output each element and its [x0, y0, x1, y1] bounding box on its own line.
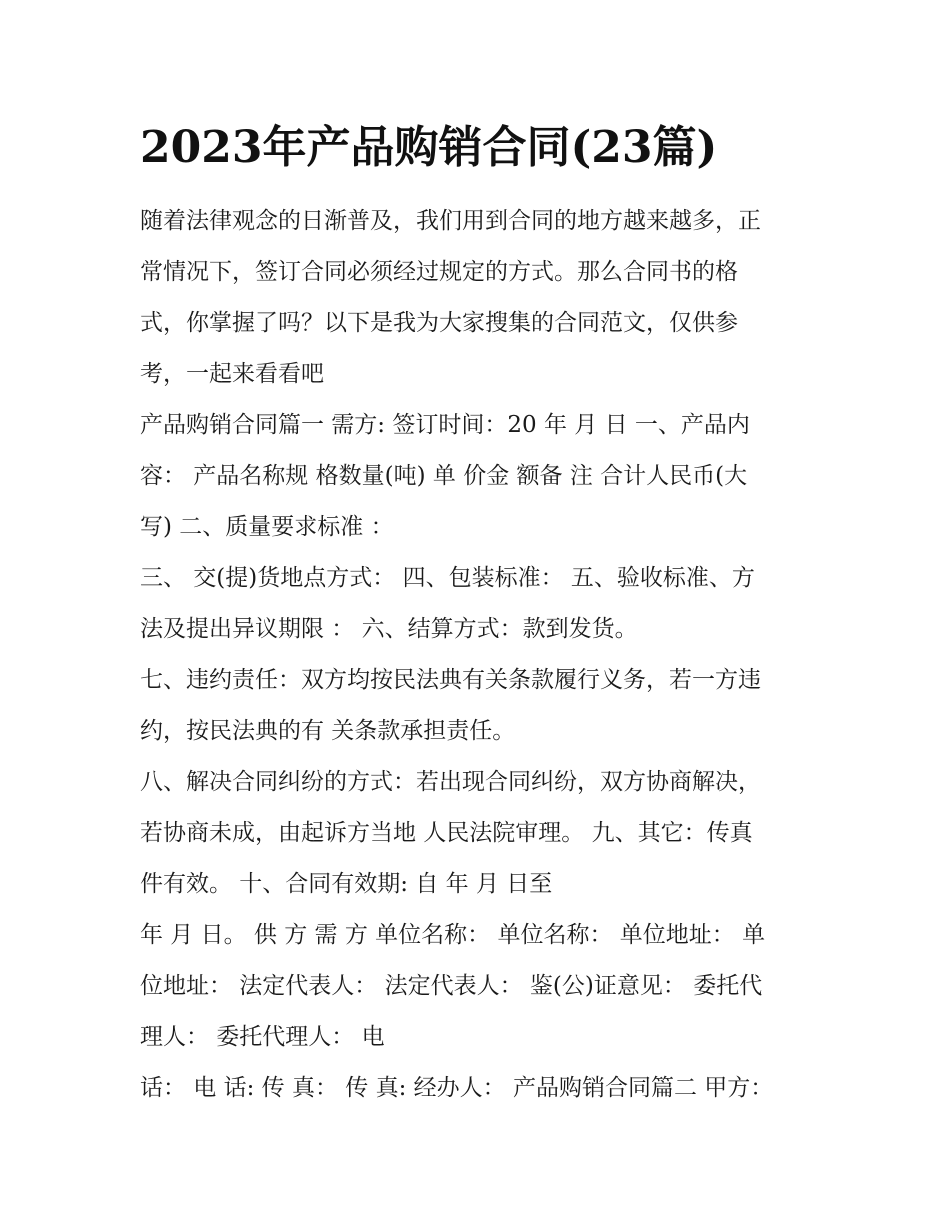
body-line: 话： 电 话: 传 真： 传 真: 经办人： 产品购销合同篇二 甲方：	[140, 1075, 774, 1101]
body-line: 产品购销合同篇一 需方: 签订时间：20 年 月 日 一、产品内	[140, 412, 750, 438]
body-line: 位地址： 法定代表人： 法定代表人： 鉴(公)证意见： 委托代	[140, 973, 763, 999]
page-title: 2023年产品购销合同(23篇)	[140, 122, 718, 173]
body-line: 约，按民法典的有 关条款承担责任。	[140, 718, 516, 744]
body-line: 常情况下，签订合同必须经过规定的方式。那么合同书的格	[140, 259, 738, 285]
body-line: 三、 交(提)货地点方式： 四、包装标准： 五、验收标准、方	[140, 565, 755, 591]
body-line: 写) 二、质量要求标准 ：	[140, 514, 394, 540]
body-line: 法及提出异议期限 ： 六、结算方式：款到发货。	[140, 616, 638, 642]
body-line: 随着法律观念的日渐普及，我们用到合同的地方越来越多，正	[140, 208, 761, 234]
body-line: 八、解决合同纠纷的方式：若出现合同纠纷，双方协商解决，	[140, 769, 761, 795]
body-line: 式，你掌握了吗？以下是我为大家搜集的合同范文，仅供参	[140, 310, 738, 336]
body-line: 容： 产品名称规 格数量(吨) 单 价金 额备 注 合计人民币(大	[140, 463, 748, 489]
body-line: 七、违约责任：双方均按民法典有关条款履行义务，若一方违	[140, 667, 761, 693]
body-line: 若协商未成，由起诉方当地 人民法院审理。 九、其它：传真	[140, 820, 753, 846]
document-body	[140, 196, 830, 1114]
body-line: 理人： 委托代理人： 电	[140, 1024, 385, 1050]
body-line: 件有效。 十、合同有效期: 自 年 月 日至	[140, 871, 553, 897]
body-line: 考，一起来看看吧	[140, 361, 324, 387]
body-line: 年 月 日。 供 方 需 方 单位名称： 单位名称： 单位地址： 单	[140, 922, 766, 948]
